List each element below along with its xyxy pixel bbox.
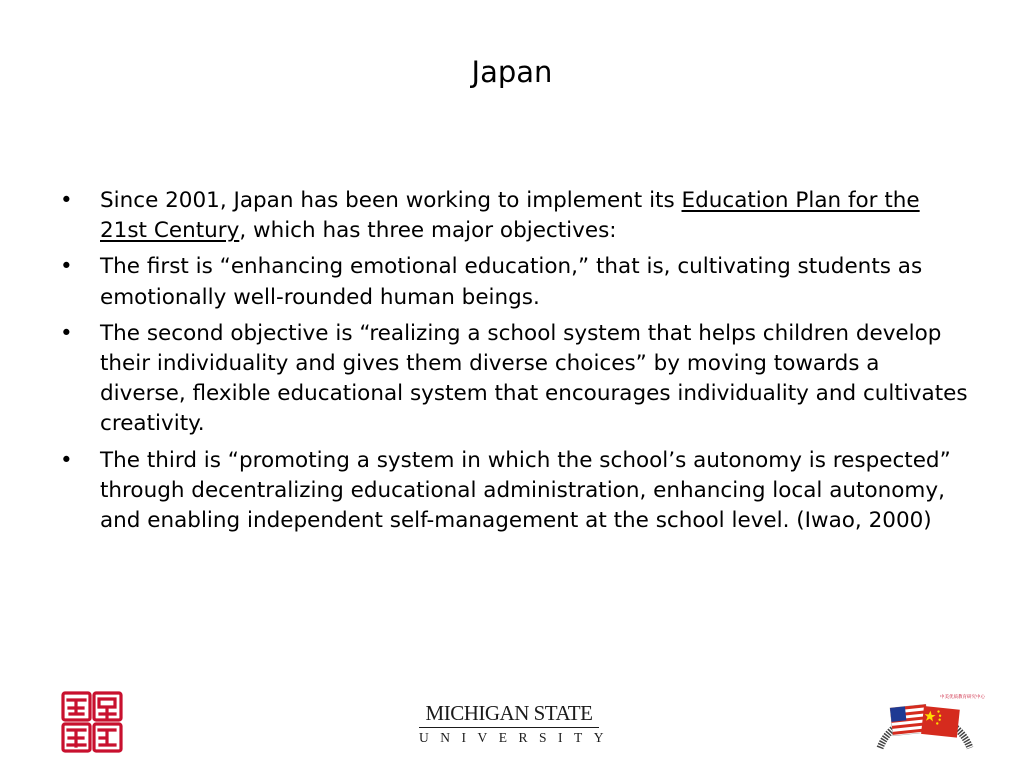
seal-stamp-icon [60,690,124,754]
msu-logo [419,700,615,748]
bullet-list [58,186,968,542]
bullet-text: The second objective is “realizing a school system that helps children develop their individuality and gives them diverse choices” by moving towards a diverse, flexible educational system that encourages individuality and cultivates creativity. [100,320,968,437]
bullet-dot-icon: • [60,188,73,213]
us-china-center-logo-icon [870,678,985,760]
bullet-text: Since 2001, Japan has been working to implement its [100,188,682,213]
bullet-item [58,446,968,537]
msu-logo-line1: MICHIGAN STATE [419,700,599,728]
msu-logo-line2: UNIVERSITY [419,730,615,745]
svg-text:中美优质教育研究中心: 中美优质教育研究中心 [940,695,985,700]
slide-title: Japan [471,55,553,89]
bullet-item [58,186,968,246]
education-plan-link[interactable]: Education Plan for the 21st Century [100,188,920,244]
bullet-dot-icon: • [60,320,73,346]
bullet-text: The first is “enhancing emotional education,” that is, cultivating students as emotionally well-rounded human beings. [100,254,923,310]
bullet-item [58,319,968,440]
bullet-item [58,252,968,312]
bullet-dot-icon: • [60,254,73,280]
bullet-dot-icon: • [60,447,73,473]
bullet-text-end: , which has three major objectives: [239,218,617,244]
bullet-text: The third is “promoting a system in which the school’s autonomy is respected” through decentralizing educational administration, enhancing local autonomy, and enabling independent self-management at the school level. (Iwao, 2000) [100,447,951,534]
